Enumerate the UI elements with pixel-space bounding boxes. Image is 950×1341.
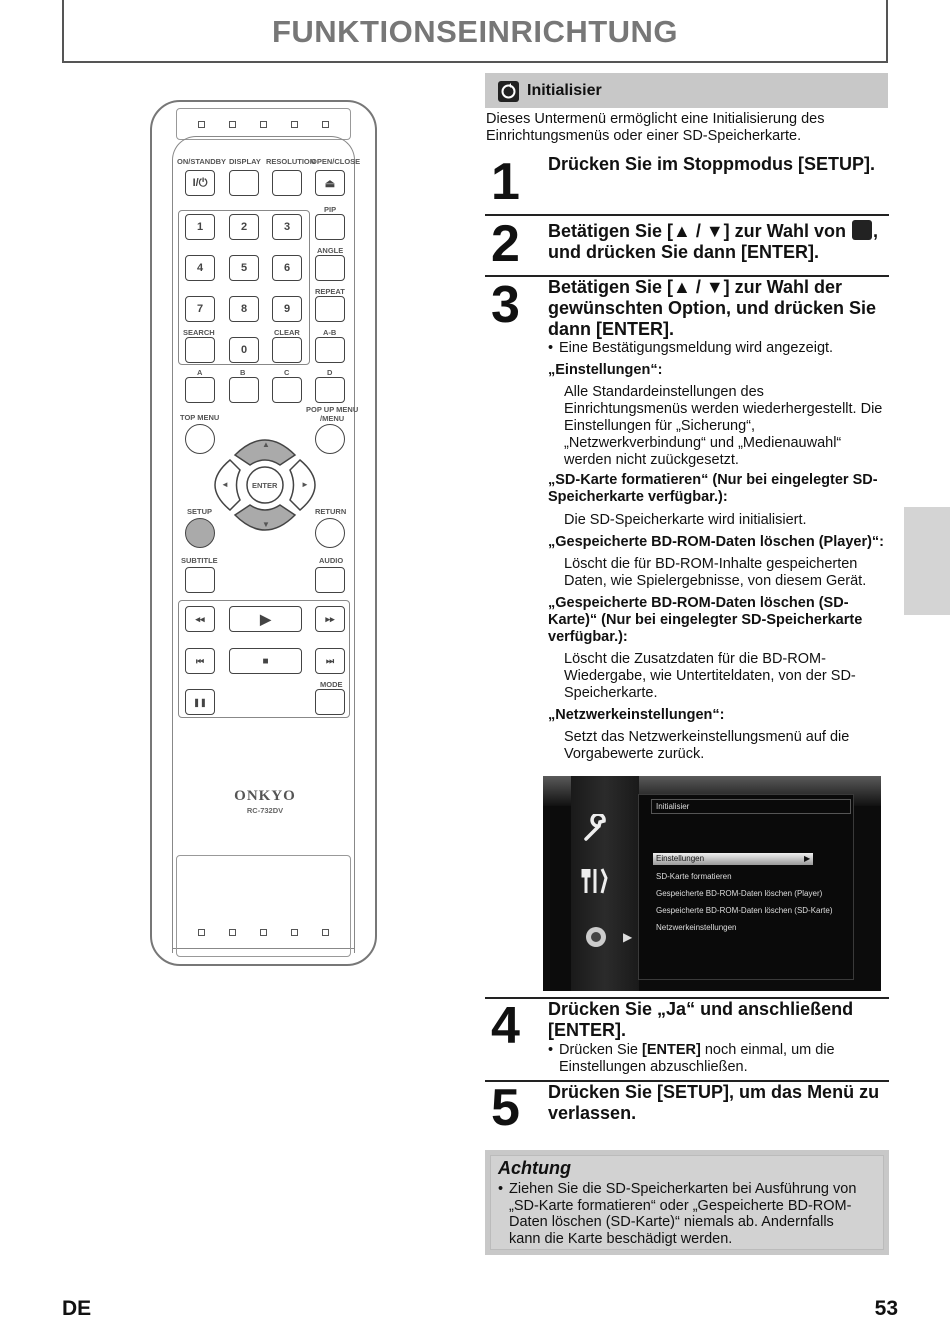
page-title: FUNKTIONSEINRICHTUNG [271, 14, 679, 49]
chapter-tab [904, 507, 950, 615]
section-title: Initialisier [527, 82, 602, 99]
menu-item[interactable]: Gespeicherte BD-ROM-Daten löschen (Player) [656, 889, 823, 898]
previous-button: ⏮ [185, 648, 215, 674]
rewind-button: ◂◂ [185, 606, 215, 632]
power-button: I/⏻ [185, 170, 215, 196]
remote-led-dot [322, 121, 329, 128]
label-open-close: OPEN/CLOSE [311, 157, 361, 166]
step-text: Drücken Sie [SETUP], um das Menü zu verlassen. [548, 1082, 880, 1123]
menu-item[interactable]: SD-Karte formatieren [656, 872, 732, 881]
label-audio: AUDIO [319, 556, 344, 565]
option-desc: Setzt das Netzwerkeinstellungsmenü auf die Vorgabewerte zurück. [564, 729, 850, 762]
step-bullet: • Eine Bestätigungsmeldung wird angezeigt. [548, 340, 888, 357]
remote-model: RC-732DV [246, 806, 284, 815]
key-4: 4 [185, 255, 215, 281]
c-button [272, 377, 302, 403]
key-0: 0 [229, 337, 259, 363]
option-title: „SD-Karte formatieren“ (Nur bei eingelegter SD-Speicherkarte verfügbar.): [548, 472, 878, 505]
option-title: „Gespeicherte BD-ROM-Daten löschen (Player)“: [548, 534, 884, 550]
setup-button [185, 518, 215, 548]
initialize-icon [498, 81, 519, 102]
caution-text: • Ziehen Sie die SD-Speicherkarten bei Ausführung von „SD-Karte formatieren“ oder „Gespeicherte BD-ROM-Daten löschen (SD-Karte)“ niemals ab. Andernfalls kann die Karte beschädigt werden. [498, 1181, 868, 1247]
a-button [185, 377, 215, 403]
option-desc: Löscht die Zusatzdaten für die BD-ROM-Wiedergabe, wie Untertiteldaten, von der SD-Speicherkarte. [564, 651, 856, 701]
label-pip: PIP [324, 205, 337, 214]
label-popup-menu: POP UP MENU /MENU [306, 405, 359, 423]
stop-button: ■ [229, 648, 302, 674]
side-arrow-icon: ▶ [623, 930, 633, 944]
remote-led-dot [260, 929, 267, 936]
eject-button: ⏏ [315, 170, 345, 196]
right-arrow-icon: ► [301, 480, 309, 489]
label-b: B [240, 368, 246, 377]
step-text: Betätigen Sie [▲ / ▼] zur Wahl von , und drücken Sie dann [ENTER]. [548, 221, 879, 262]
remote-led-dot [198, 929, 205, 936]
pip-button [315, 214, 345, 240]
remote-led-dot [291, 121, 298, 128]
audio-button [315, 567, 345, 593]
search-button [185, 337, 215, 363]
key-3: 3 [272, 214, 302, 240]
remote-led-dot [229, 929, 236, 936]
menu-screenshot [543, 776, 881, 991]
step-number: 2 [491, 215, 520, 273]
key-9: 9 [272, 296, 302, 322]
initialize-icon [852, 220, 872, 240]
option-title: „Gespeicherte BD-ROM-Daten löschen (SD-Karte)“ (Nur bei eingelegter SD-Speicherkarte verfügbar.): [548, 595, 863, 645]
option-desc: Alle Standardeinstellungen des Einrichtungsmenüs werden wiederhergestellt. Die Einstellungen für „Sicherung“, „Netzwerkverbindung“ und „Medienauwahl“ werden nicht zuückgesetzt. [564, 384, 883, 468]
step-number: 3 [491, 276, 520, 334]
key-7: 7 [185, 296, 215, 322]
label-on-standby: ON/STANDBY [177, 157, 227, 166]
angle-button [315, 255, 345, 281]
label-mode: MODE [320, 680, 343, 689]
label-angle: ANGLE [317, 246, 344, 255]
footer-language: DE [62, 1297, 92, 1320]
play-button: ▶ [229, 606, 302, 632]
brand-logo: ONKYO [234, 788, 296, 804]
tools-icon [580, 866, 610, 896]
mode-button [315, 689, 345, 715]
caution-box [485, 1150, 889, 1255]
next-button: ⏭ [315, 648, 345, 674]
pause-button: ❚❚ [185, 689, 215, 715]
remote-led-dot [229, 121, 236, 128]
initialize-icon [583, 924, 609, 950]
caution-title: Achtung [498, 1158, 571, 1178]
subtitle-button [185, 567, 215, 593]
repeat-button [315, 296, 345, 322]
label-repeat: REPEAT [315, 287, 345, 296]
selected-arrow-icon: ▶ [804, 854, 811, 863]
section-header [485, 73, 888, 108]
label-return: RETURN [315, 507, 347, 516]
fast-forward-button: ▸▸ [315, 606, 345, 632]
step-bullet: • Drücken Sie [ENTER] noch einmal, um die Einstellungen abzuschließen. [548, 1042, 888, 1076]
step-number: 4 [491, 997, 520, 1055]
key-8: 8 [229, 296, 259, 322]
step-number: 1 [491, 153, 520, 211]
key-6: 6 [272, 255, 302, 281]
a-b-button [315, 337, 345, 363]
step-text: Drücken Sie „Ja“ und anschließend [ENTER]. [548, 999, 854, 1040]
remote-led-dot [322, 929, 329, 936]
menu-panel [638, 794, 854, 980]
key-2: 2 [229, 214, 259, 240]
up-arrow-icon: ▲ [262, 440, 270, 449]
down-arrow-icon: ▼ [262, 520, 270, 529]
wrench-icon [581, 814, 611, 844]
key-1: 1 [185, 214, 215, 240]
label-clear: CLEAR [274, 328, 300, 337]
remote-led-dot [198, 121, 205, 128]
option-desc: Die SD-Speicherkarte wird initialisiert. [564, 512, 807, 528]
menu-item[interactable]: Einstellungen [656, 854, 705, 863]
resolution-button [272, 170, 302, 196]
clear-button [272, 337, 302, 363]
label-d: D [327, 368, 333, 377]
page-number: 53 [874, 1297, 898, 1320]
b-button [229, 377, 259, 403]
menu-title: Initialisier [656, 802, 690, 811]
remote-led-dot [291, 929, 298, 936]
label-top-menu: TOP MENU [180, 413, 220, 422]
label-display: DISPLAY [229, 157, 261, 166]
step-number: 5 [491, 1079, 520, 1137]
label-a: A [197, 368, 203, 377]
remote-led-dot [260, 121, 267, 128]
step-text: Drücken Sie im Stoppmodus [SETUP]. [548, 154, 876, 174]
enter-label: ENTER [252, 481, 278, 490]
label-a-b: A-B [323, 328, 337, 337]
display-button [229, 170, 259, 196]
step-text: Betätigen Sie [▲ / ▼] zur Wahl der gewünschten Option, und drücken Sie dann [ENTER]. [548, 277, 877, 339]
page-header [62, 0, 888, 63]
label-search: SEARCH [183, 328, 215, 337]
label-setup: SETUP [187, 507, 213, 516]
label-resolution: RESOLUTION [266, 157, 316, 166]
left-arrow-icon: ◄ [221, 480, 229, 489]
menu-item[interactable]: Netzwerkeinstellungen [656, 923, 737, 932]
step-divider [485, 214, 889, 216]
option-title: „Einstellungen“: [548, 362, 663, 378]
label-subtitle: SUBTITLE [181, 556, 218, 565]
option-title: „Netzwerkeinstellungen“: [548, 707, 725, 723]
return-button [315, 518, 345, 548]
key-5: 5 [229, 255, 259, 281]
menu-item[interactable]: Gespeicherte BD-ROM-Daten löschen (SD-Karte) [656, 906, 833, 915]
label-c: C [284, 368, 290, 377]
intro-text: Dieses Untermenü ermöglicht eine Initialisierung des Einrichtungsmenüs oder einer SD-Speicherkarte. [486, 111, 825, 144]
d-button [315, 377, 345, 403]
option-desc: Löscht die für BD-ROM-Inhalte gespeicherten Daten, wie Spielergebnisse, von diesem Gerät. [564, 556, 867, 589]
